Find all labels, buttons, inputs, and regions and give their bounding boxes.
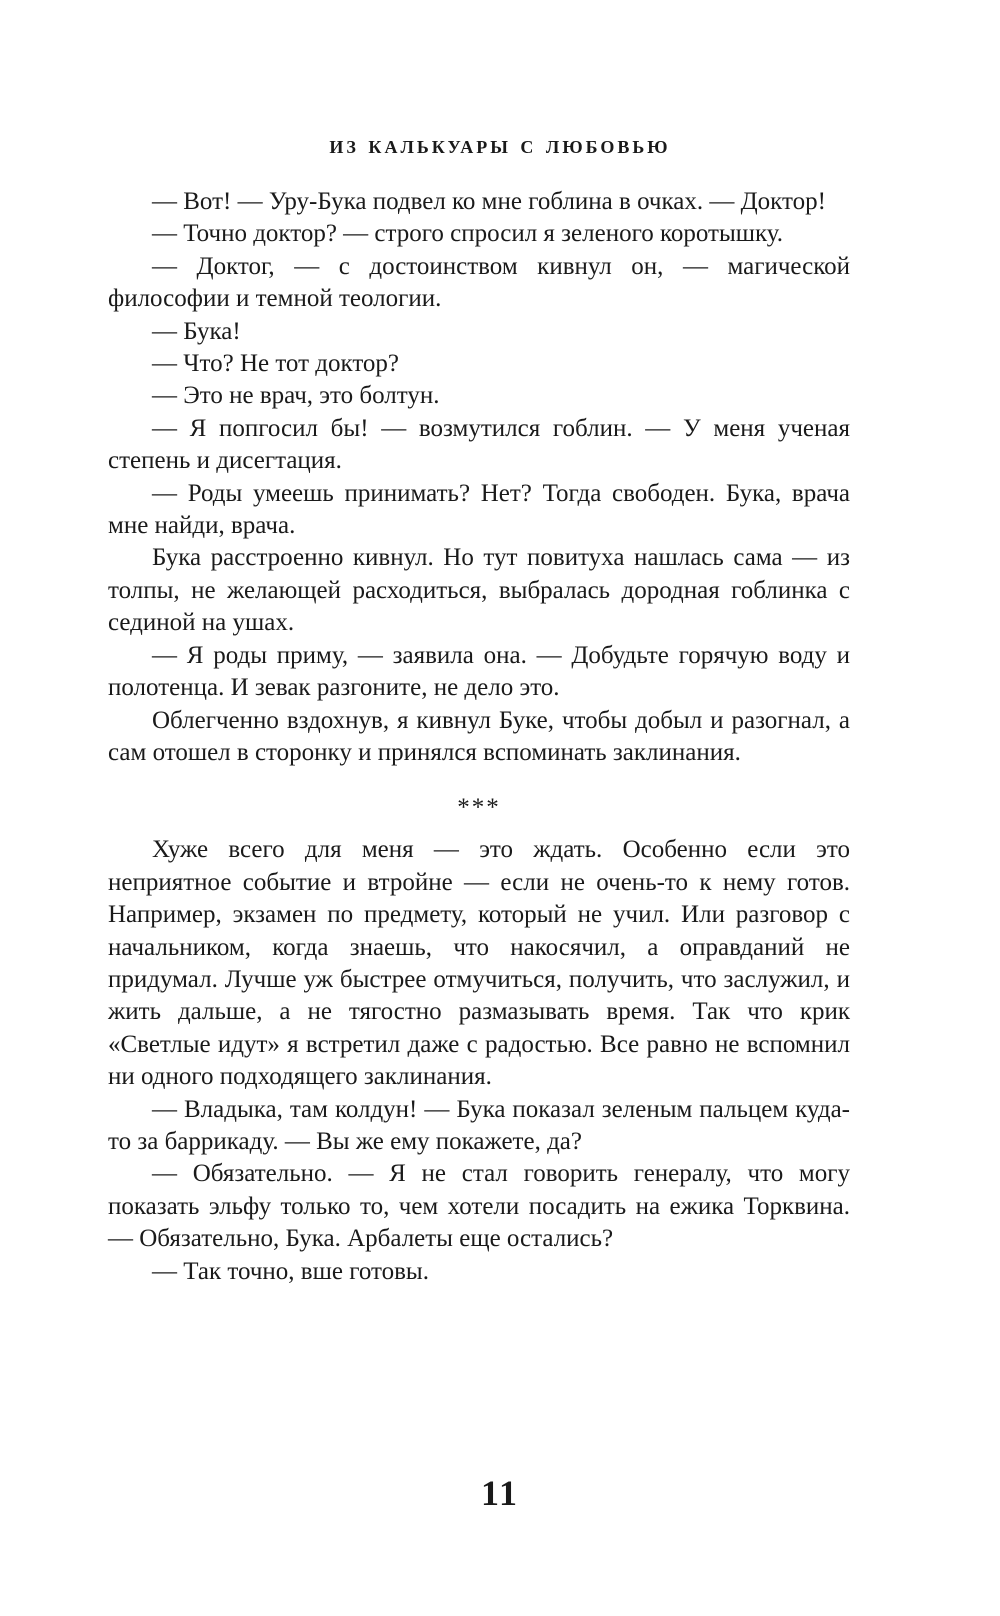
running-header: из калькуары с любовью xyxy=(329,130,671,159)
paragraph: — Я роды приму, — заявила она. — Добудьте горячую воду и полотенца. И зевак разгоните, не дело это. xyxy=(108,641,850,702)
paragraph: — Точно доктор? — строго спросил я зеленого коротышку. xyxy=(152,220,784,248)
body-text xyxy=(108,186,850,1288)
paragraph: — Это не врач, это болтун. xyxy=(152,382,440,410)
paragraph: — Вот! — Уру-Бука подвел ко мне гоблина в очках. — Доктор! xyxy=(152,188,826,215)
paragraph: — Доктог, — с достоинством кивнул он, — магической философии и темной теологии. xyxy=(108,252,850,313)
paragraph: — Роды умеешь принимать? Нет? Тогда свободен. Бука, врача мне найди, врача. xyxy=(108,479,850,540)
paragraph: — Бука! xyxy=(152,317,241,345)
paragraph: — Владыка, там колдун! — Бука показал зеленым пальцем куда-то за баррикаду. — Вы же ему покажете, да? xyxy=(108,1095,850,1155)
paragraph: Бука расстроенно кивнул. Но тут повитуха нашлась сама — из толпы, не желающей расходиться, выбралась дородная гоблинка с сединой на ушах. xyxy=(108,544,850,637)
paragraph: Хуже всего для меня — это ждать. Особенно если это неприятное событие и втройне — если не очень-то к нему готов. Например, экзамен по предмету, который не учил. Или разговор с начальником, когда знаешь, что накосячил, а оправданий не придумал. Лучше уж быстрее отмучиться, получить, что заслужил, и жить дальше, а не тягостно размазывать время. Так что крик «Светлые идут» я встретил даже с радостью. Все равно не вспомнил ни одного подходящего заклинания. xyxy=(108,836,850,1091)
scene-break: *** xyxy=(457,794,501,822)
page-number: 11 xyxy=(480,1473,519,1513)
paragraph: — Я попгосил бы! — возмутился гоблин. — У меня ученая степень и дисегтация. xyxy=(108,414,850,475)
paragraph: Облегченно вздохнув, я кивнул Буке, чтобы добыл и разогнал, а сам отошел в сторонку и принялся вспоминать заклинания. xyxy=(108,706,850,766)
paragraph: — Что? Не тот доктор? xyxy=(152,350,400,378)
paragraph: — Так точно, вше готовы. xyxy=(152,1257,429,1285)
paragraph: — Обязательно. — Я не стал говорить генералу, что могу показать эльфу только то, чем хотели посадить на ежика Торквина. — Обязательно, Бука. Арбалеты еще остались? xyxy=(108,1160,850,1253)
